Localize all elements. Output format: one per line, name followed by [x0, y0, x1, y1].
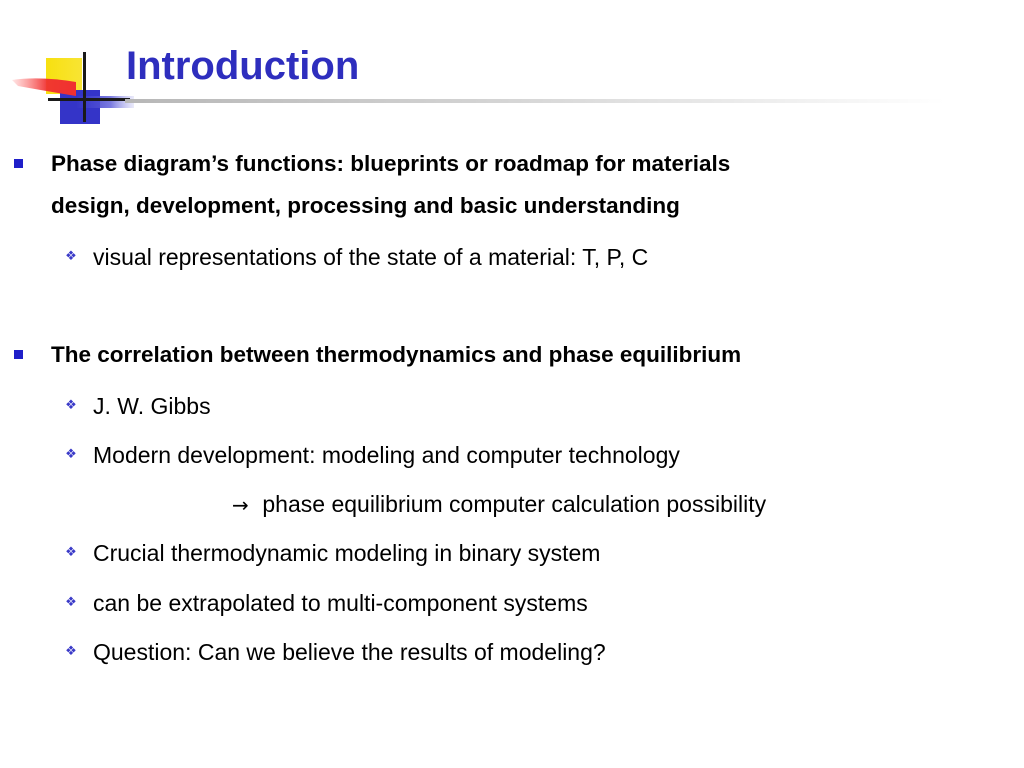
bullet-thermodynamics-correlation [51, 334, 741, 376]
subitem-modern-development [65, 440, 680, 470]
subitem-text: J. W. Gibbs [93, 393, 211, 419]
subitem-text: Question: Can we believe the results of modeling? [93, 639, 606, 665]
subitem-crucial-modeling [65, 538, 601, 568]
title-divider [125, 99, 945, 103]
square-bullet-icon [14, 159, 23, 168]
diamond-bullet-icon: ❖ [65, 397, 77, 412]
diamond-bullet-icon: ❖ [65, 446, 77, 461]
bullet-text-line: Phase diagram’s functions: blueprints or roadmap for materials [51, 151, 731, 176]
diamond-bullet-icon: ❖ [65, 544, 77, 559]
subitem-visual-representations [65, 242, 649, 272]
square-bullet-icon [14, 350, 23, 359]
bullet-phase-diagram-functions [51, 143, 730, 185]
subitem-text: can be extrapolated to multi-component systems [93, 590, 588, 616]
subitem-text: visual representations of the state of a material: T, P, C [93, 244, 649, 270]
diamond-bullet-icon: ❖ [65, 248, 77, 263]
subitem-text: Modern development: modeling and computer technology [93, 442, 680, 468]
bullet-text-line: design, development, processing and basic understanding [51, 193, 680, 218]
bullet-phase-diagram-functions-continued [51, 185, 680, 227]
subitem-question [65, 637, 606, 667]
subitem-extrapolated [65, 588, 588, 618]
arrow-note-line [232, 489, 766, 520]
diamond-bullet-icon: ❖ [65, 643, 77, 658]
arrow-note-text: phase equilibrium computer calculation possibility [262, 491, 767, 517]
bullet-text-line: The correlation between thermodynamics and phase equilibrium [51, 342, 742, 367]
subitem-gibbs [65, 391, 211, 421]
right-arrow-icon: → [232, 493, 249, 517]
slide-title: Introduction [126, 44, 360, 88]
diamond-bullet-icon: ❖ [65, 594, 77, 609]
subitem-text: Crucial thermodynamic modeling in binary system [93, 540, 601, 566]
